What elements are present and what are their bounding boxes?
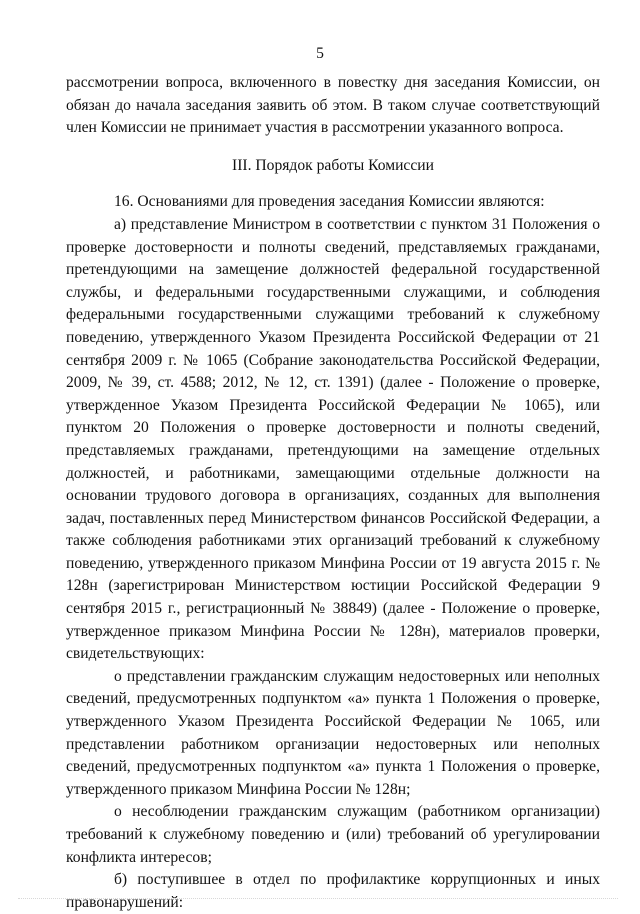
paragraph-16a-item-1: о представлении гражданским служащим недостоверных или неполных сведений, предусмотренных подпунктом «а» пункта 1 Положения о проверке, утвержденного Указом Президента Российской Федерации № 1065, или представлении работником организации недостоверных или неполных сведений, предусмотренных подпунктом «а» пункта 1 Положения о проверке, утвержденного приказом Минфина России № 128н; [66, 667, 600, 798]
continuation-paragraph: рассмотрении вопроса, включенного в повестку дня заседания Комиссии, он обязан до начала заседания заявить об этом. В таком случае соответствующий член Комиссии не принимает участия в рассмотрении указанного вопроса. [66, 74, 600, 137]
paragraph-16b: б) поступившее в отдел по профилактике коррупционных и иных правонарушений: [66, 871, 600, 911]
document-body [66, 72, 600, 914]
scan-edge-line [18, 898, 618, 903]
page-number: 5 [316, 45, 324, 62]
paragraph-16-heading: 16. Основаниями для проведения заседания Комиссии являются: [114, 193, 545, 211]
section-title: III. Порядок работы Комиссии [232, 156, 434, 174]
paragraph-16a: а) представление Министром в соответствии с пунктом 31 Положения о проверке достоверности и полноты сведений, представляемых гражданами, претендующими на замещение должностей федеральной государственной службы, и федеральными государственными служащими, и соблюдения федеральными государственными служащими требований к служебному поведению, утвержденного Указом Президента Российской Федерации от 21 сентября 2009 г. № 1065 (Собрание законодательства Российской Федерации, 2009, № 39, ст. 4588; 2012, № 12, ст. 1391) (далее - Положение о проверке, утвержденное Указом Президента Российской Федерации № 1065), или пунктом 20 Положения о проверке достоверности и полноты сведений, представляемых гражданами, претендующими на замещение отдельных должностей, и работниками, замещающими отдельные должности на основании трудового договора в организациях, созданных для выполнения задач, поставленных перед Министерством финансов Российской Федерации, а также соблюдения работниками этих организаций требований к служебному поведению, утвержденного приказом Минфина России от 19 августа 2015 г. № 128н (зарегистрирован Министерством юстиции Российской Федерации 9 сентября 2015 г., регистрационный № 38849) (далее - Положение о проверке, утвержденное приказом Минфина России № 128н), материалов проверки, свидетельствующих: [66, 215, 600, 663]
paragraph-16a-item-2: о несоблюдении гражданским служащим (работником организации) требований к служебному поведению и (или) требований об урегулировании конфликта интересов; [66, 803, 600, 866]
